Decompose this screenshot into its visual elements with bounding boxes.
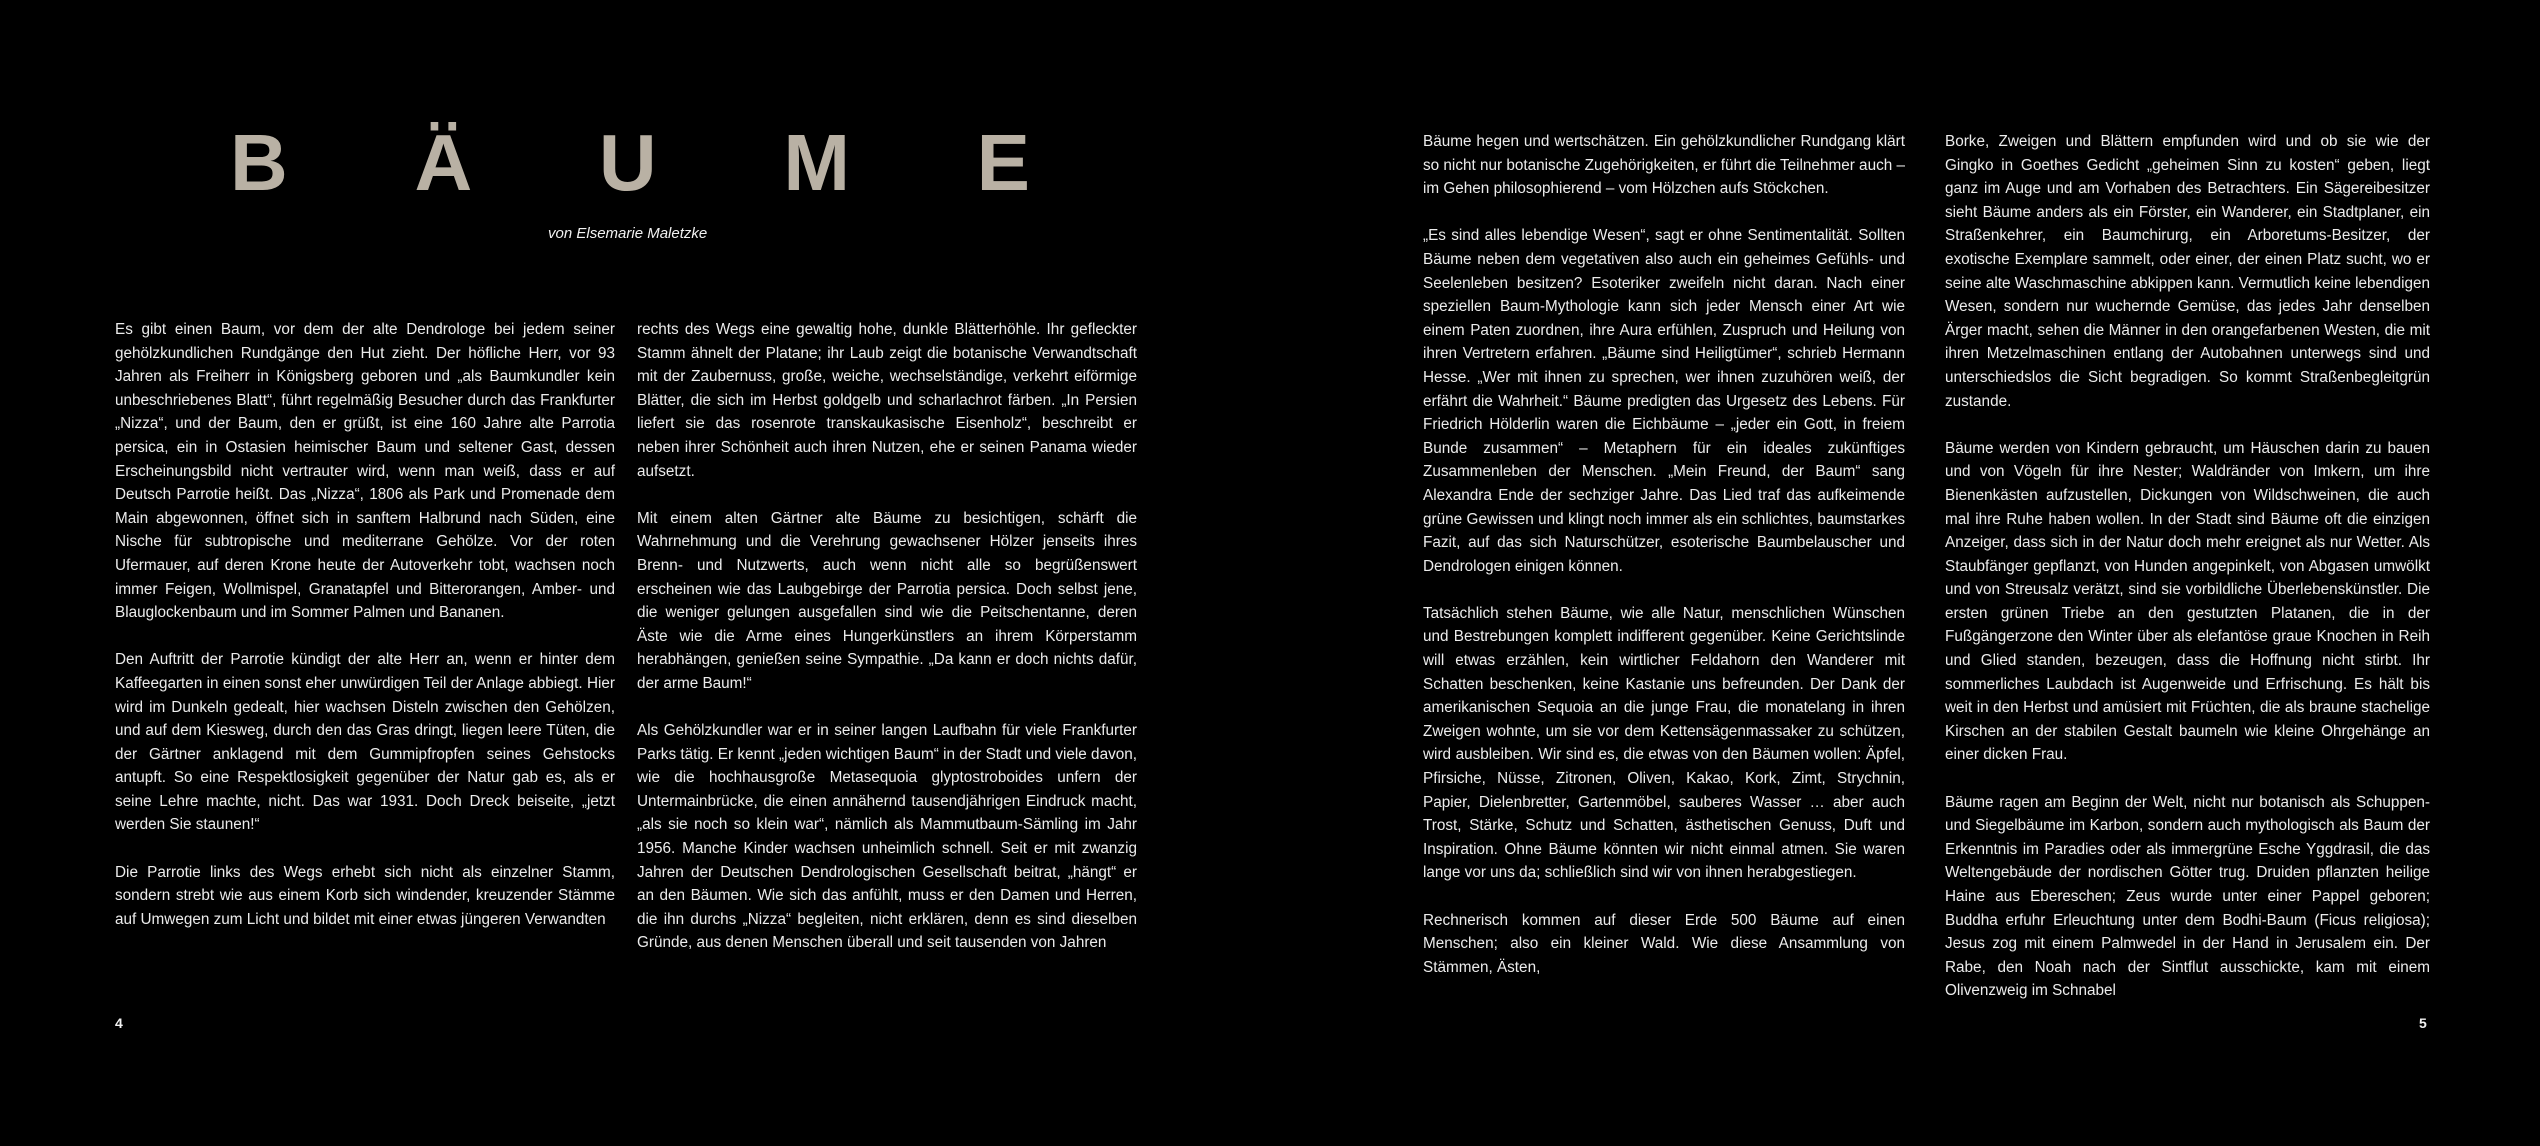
paragraph: Bäume ragen am Beginn der Welt, nicht nur botanisch als Schuppen- und Siegelbäume im Karbon, sondern auch mythologisch als Baum der Erkenntnis im Paradies oder als immergrüne Esche Yggdrasil, die das Weltengebäude der nordischen Götter trug. Druiden pflanzten heilige Haine aus Ebereschen; Zeus wurde unter einer Pappel geboren; Buddha erfuhr Erleuchtung unter dem Bodhi-Baum (Ficus religiosa); Jesus zog mit einem Palmwedel in der Hand in Jerusalem ein. Der Rabe, den Noah nach der Sintflut ausschickte, kam mit einem Olivenzweig im Schnabel [1945,793,2430,1000]
paragraph: rechts des Wegs eine gewaltig hohe, dunkle Blätterhöhle. Ihr gefleckter Stamm ähnelt der Platane; ihr Laub zeigt die botanische Verwandtschaft mit der Zaubernuss, große, weiche, wechselständige, verkehrt eiförmige Blätter, die sich im Herbst goldgelb und scharlachrot färben. „In Persien liefert sie das rosenrote transkaukasische Eisenholz“, beschreibt er neben ihrer Schönheit auch ihren Nutzen, ehe er seinen Panama wieder aufsetzt. [637,321,1137,480]
title-letter: M [783,118,850,207]
page-number-right: 5 [2419,1015,2427,1031]
author-byline: von Elsemarie Maletzke [548,225,708,242]
page-number-left: 4 [115,1015,123,1031]
text-column-4 [1945,130,2430,1027]
title-letter: B [230,118,288,207]
article-title [230,108,1030,218]
title-letter: Ä [414,118,473,207]
title-letter: U [598,118,657,207]
paragraph: Tatsächlich stehen Bäume, wie alle Natur, menschlichen Wünschen und Bestrebungen komplett indifferent gegenüber. Keine Gerichtslinde will etwas erzählen, kein wirtlicher Feldahorn den Wanderer mit Schatten beschenken, keine Kastanie uns befreunden. Der Dank der amerikanischen Sequoia an die junge Frau, die monatelang in ihren Zweigen wohnte, um sie vor dem Kettensägenmassaker zu schützen, wird ausbleiben. Wir sind es, die etwas von den Bäumen wollen: Äpfel, Pfirsiche, Nüsse, Zitronen, Oliven, Kakao, Kork, Zimt, Strychnin, Papier, Dielenbretter, Gartenmöbel, sauberes Wasser … aber auch Trost, Stärke, Schutz und Schatten, ästhetischen Genuss, Duft und Inspiration. Ohne Bäume könnten wir nicht einmal atmen. Sie waren lange vor uns da; schließlich sind wir von ihnen herabgestiegen. [1423,604,1905,882]
paragraph: Rechnerisch kommen auf dieser Erde 500 Bäume auf einen Menschen; also ein kleiner Wald. Wie diese Ansammlung von Stämmen, Ästen, [1423,911,1905,976]
text-column-2 [637,318,1137,979]
text-column-3 [1423,130,1905,1003]
paragraph: Die Parrotie links des Wegs erhebt sich nicht als einzelner Stamm, sondern strebt wie aus einem Korb sich windender, kreuzender Stämme auf Umwegen zum Licht und bildet mit einer etwas jüngeren Verwandten [115,863,615,928]
paragraph: Borke, Zweigen und Blättern empfunden wird und ob sie wie der Gingko in Goethes Gedicht „geheimen Sinn zu kosten“ geben, liegt ganz im Auge und am Vorhaben des Betrachters. Ein Sägereibesitzer sieht Bäume anders als ein Förster, ein Wanderer, ein Stadtplaner, ein Straßenkehrer, ein Baumchirurg, ein Arboretums-Besitzer, der exotische Exemplare sammelt, oder einer, der einen Platz sucht, wo er seine alte Waschmaschine abkippen kann. Vermutlich keine lebendigen Wesen, sondern nur wuchernde Gemüse, das jedes Jahr denselben Ärger macht, sehen die Männer in den orangefarbenen Westen, die mit ihren Metzelmaschinen entlang der Autobahnen unterwegs sind und unterschiedslos die Sicht begradigen. So kommt Straßenbegleitgrün zustande. [1945,133,2430,410]
paragraph: Bäume hegen und wertschätzen. Ein gehölzkundlicher Rundgang klärt so nicht nur botanische Zugehörigkeiten, er führt die Teilnehmer auch – im Gehen philosophierend – vom Hölzchen aufs Stöckchen. [1423,133,1905,198]
title-letter: E [976,118,1030,207]
paragraph: Als Gehölzkundler war er in seiner langen Laufbahn für viele Frankfurter Parks tätig. Er kennt „jeden wichtigen Baum“ in der Stadt und viele davon, wie die hochhausgroße Metasequoia glyptostroboides unfern der Untermainbrücke, die einen annähernd tausendjährigen Eindruck macht, „als sie noch so klein war“, nämlich als Mammutbaum-Sämling im Jahr 1956. Manche Kinder wachsen unheimlich schnell. Seit er mit zwanzig Jahren der Deutschen Dendrologischen Gesellschaft beitrat, „hängt“ er an den Bäumen. Wie sich das anfühlt, muss er den Damen und Herren, die ihn durchs „Nizza“ begleiten, nicht erklären, denn es sind dieselben Gründe, aus denen Menschen überall und seit tausenden von Jahren [637,722,1137,952]
paragraph: Den Auftritt der Parrotie kündigt der alte Herr an, wenn er hinter dem Kaffeegarten in einen sonst eher unwürdigen Teil der Anlage abbiegt. Hier wird im Dunkeln gedealt, hier wachsen Disteln zwischen den Gehölzen, und auf dem Kiesweg, durch den das Gras dringt, liegen leere Tüten, die der Gärtner anklagend mit dem Gummipfropfen seines Gehstocks antupft. So eine Respektlosigkeit gegenüber der Natur gab es, als er seine Lehre machte, nicht. Das war 1931. Doch Dreck beiseite, „jetzt werden Sie staunen!“ [115,651,615,834]
paragraph: Mit einem alten Gärtner alte Bäume zu besichtigen, schärft die Wahrnehmung und die Verehrung gewachsener Hölzer jenseits ihres Brenn- und Nutzwerts, auch wenn nicht alle so begrüßenswert erscheinen wie das Laubgebirge der Parrotia persica. Doch selbst jene, die weniger gelungen ausgefallen sind wie die Peitschentanne, deren Äste wie die Arme eines Hungerkünstlers an ihrem Körperstamm herabhängen, genießen seine Sympathie. „Da kann er doch nichts dafür, der arme Baum!“ [637,509,1137,692]
text-column-1 [115,318,615,955]
paragraph: „Es sind alles lebendige Wesen“, sagt er ohne Sentimentalität. Sollten Bäume neben dem vegetativen also auch ein geheimes Gefühls- und Seelenleben besitzen? Esoteriker zweifeln nicht daran. Nach einer speziellen Baum-Mythologie kann sich jeder Mensch einer Art wie einem Paten zuordnen, ihre Aura erfühlen, Zuspruch und Heilung von ihren Vertretern erfahren. „Bäume sind Heiligtümer“, schrieb Hermann Hesse. „Wer mit ihnen zu sprechen, wer ihnen zuzuhören weiß, der erfährt die Wahrheit.“ Bäume predigten das Urgesetz des Lebens. Für Friedrich Hölderlin waren die Eichbäume – „jeder ein Gott, in freiem Bunde zusammen“ – Metaphern für ein ideales zukünftiges Zusammenleben der Menschen. „Mein Freund, der Baum“ sang Alexandra Ende der sechziger Jahre. Das Lied traf das aufkeimende grüne Gewissen und klingt noch immer als ein schlichtes, baumstarkes Fazit, auf das sich Naturschützer, esoterische Baumbelauscher und Dendrologen einigen können. [1423,227,1905,575]
paragraph: Es gibt einen Baum, vor dem der alte Dendrologe bei jedem seiner gehölzkundlichen Rundgänge den Hut zieht. Der höfliche Herr, vor 93 Jahren als Freiherr in Königsberg geboren und „als Baumkundler kein unbeschriebenes Blatt“, führt regelmäßig Besucher durch das Frankfurter „Nizza“, und der Baum, den er grüßt, ist eine 160 Jahre alte Parrotia persica, ein in Ostasien heimischer Baum und seltener Gast, dessen Erscheinungsbild nicht vertrauter wird, wenn man weiß, dass er auf Deutsch Parrotie heißt. Das „Nizza“, 1806 als Park und Promenade dem Main abgewonnen, öffnet sich in sanftem Halbrund nach Süden, eine Nische für subtropische und mediterrane Gehölze. Vor der roten Ufermauer, auf deren Krone heute der Autoverkehr tobt, wachsen noch immer Feigen, Wollmispel, Granatapfel und Bitterorangen, Amber- und Blauglockenbaum und im Sommer Palmen und Bananen. [115,321,615,622]
paragraph: Bäume werden von Kindern gebraucht, um Häuschen darin zu bauen und von Vögeln für ihre Nester; Waldränder von Imkern, um ihre Bienenkästen aufzustellen, Dickungen von Wildschweinen, die auch mal ihre Ruhe haben wollen. In der Stadt sind Bäume oft die einzigen Anzeiger, dass sich in der Natur doch mehr ereignet als nur Wetter. Als Staubfänger gepflanzt, von Hunden angepinkelt, von Abgasen umwölkt und von Streusalz verätzt, sind sie vorbildliche Überlebenskünstler. Die ersten grünen Triebe an den gestutzten Platanen, die in der Fußgängerzone den Winter über als elefantöse graue Knochen in Reih und Glied standen, bezeugen, dass die Hoffnung nicht stirbt. Ihr sommerliches Laubdach ist Augenweide und Erfrischung. Es hält bis weit in den Herbst und amüsiert mit Früchten, die als braune stachelige Kirschen an der stabilen Gestalt baumeln wie kleine Ohrgehänge an einer dicken Frau. [1945,439,2430,764]
